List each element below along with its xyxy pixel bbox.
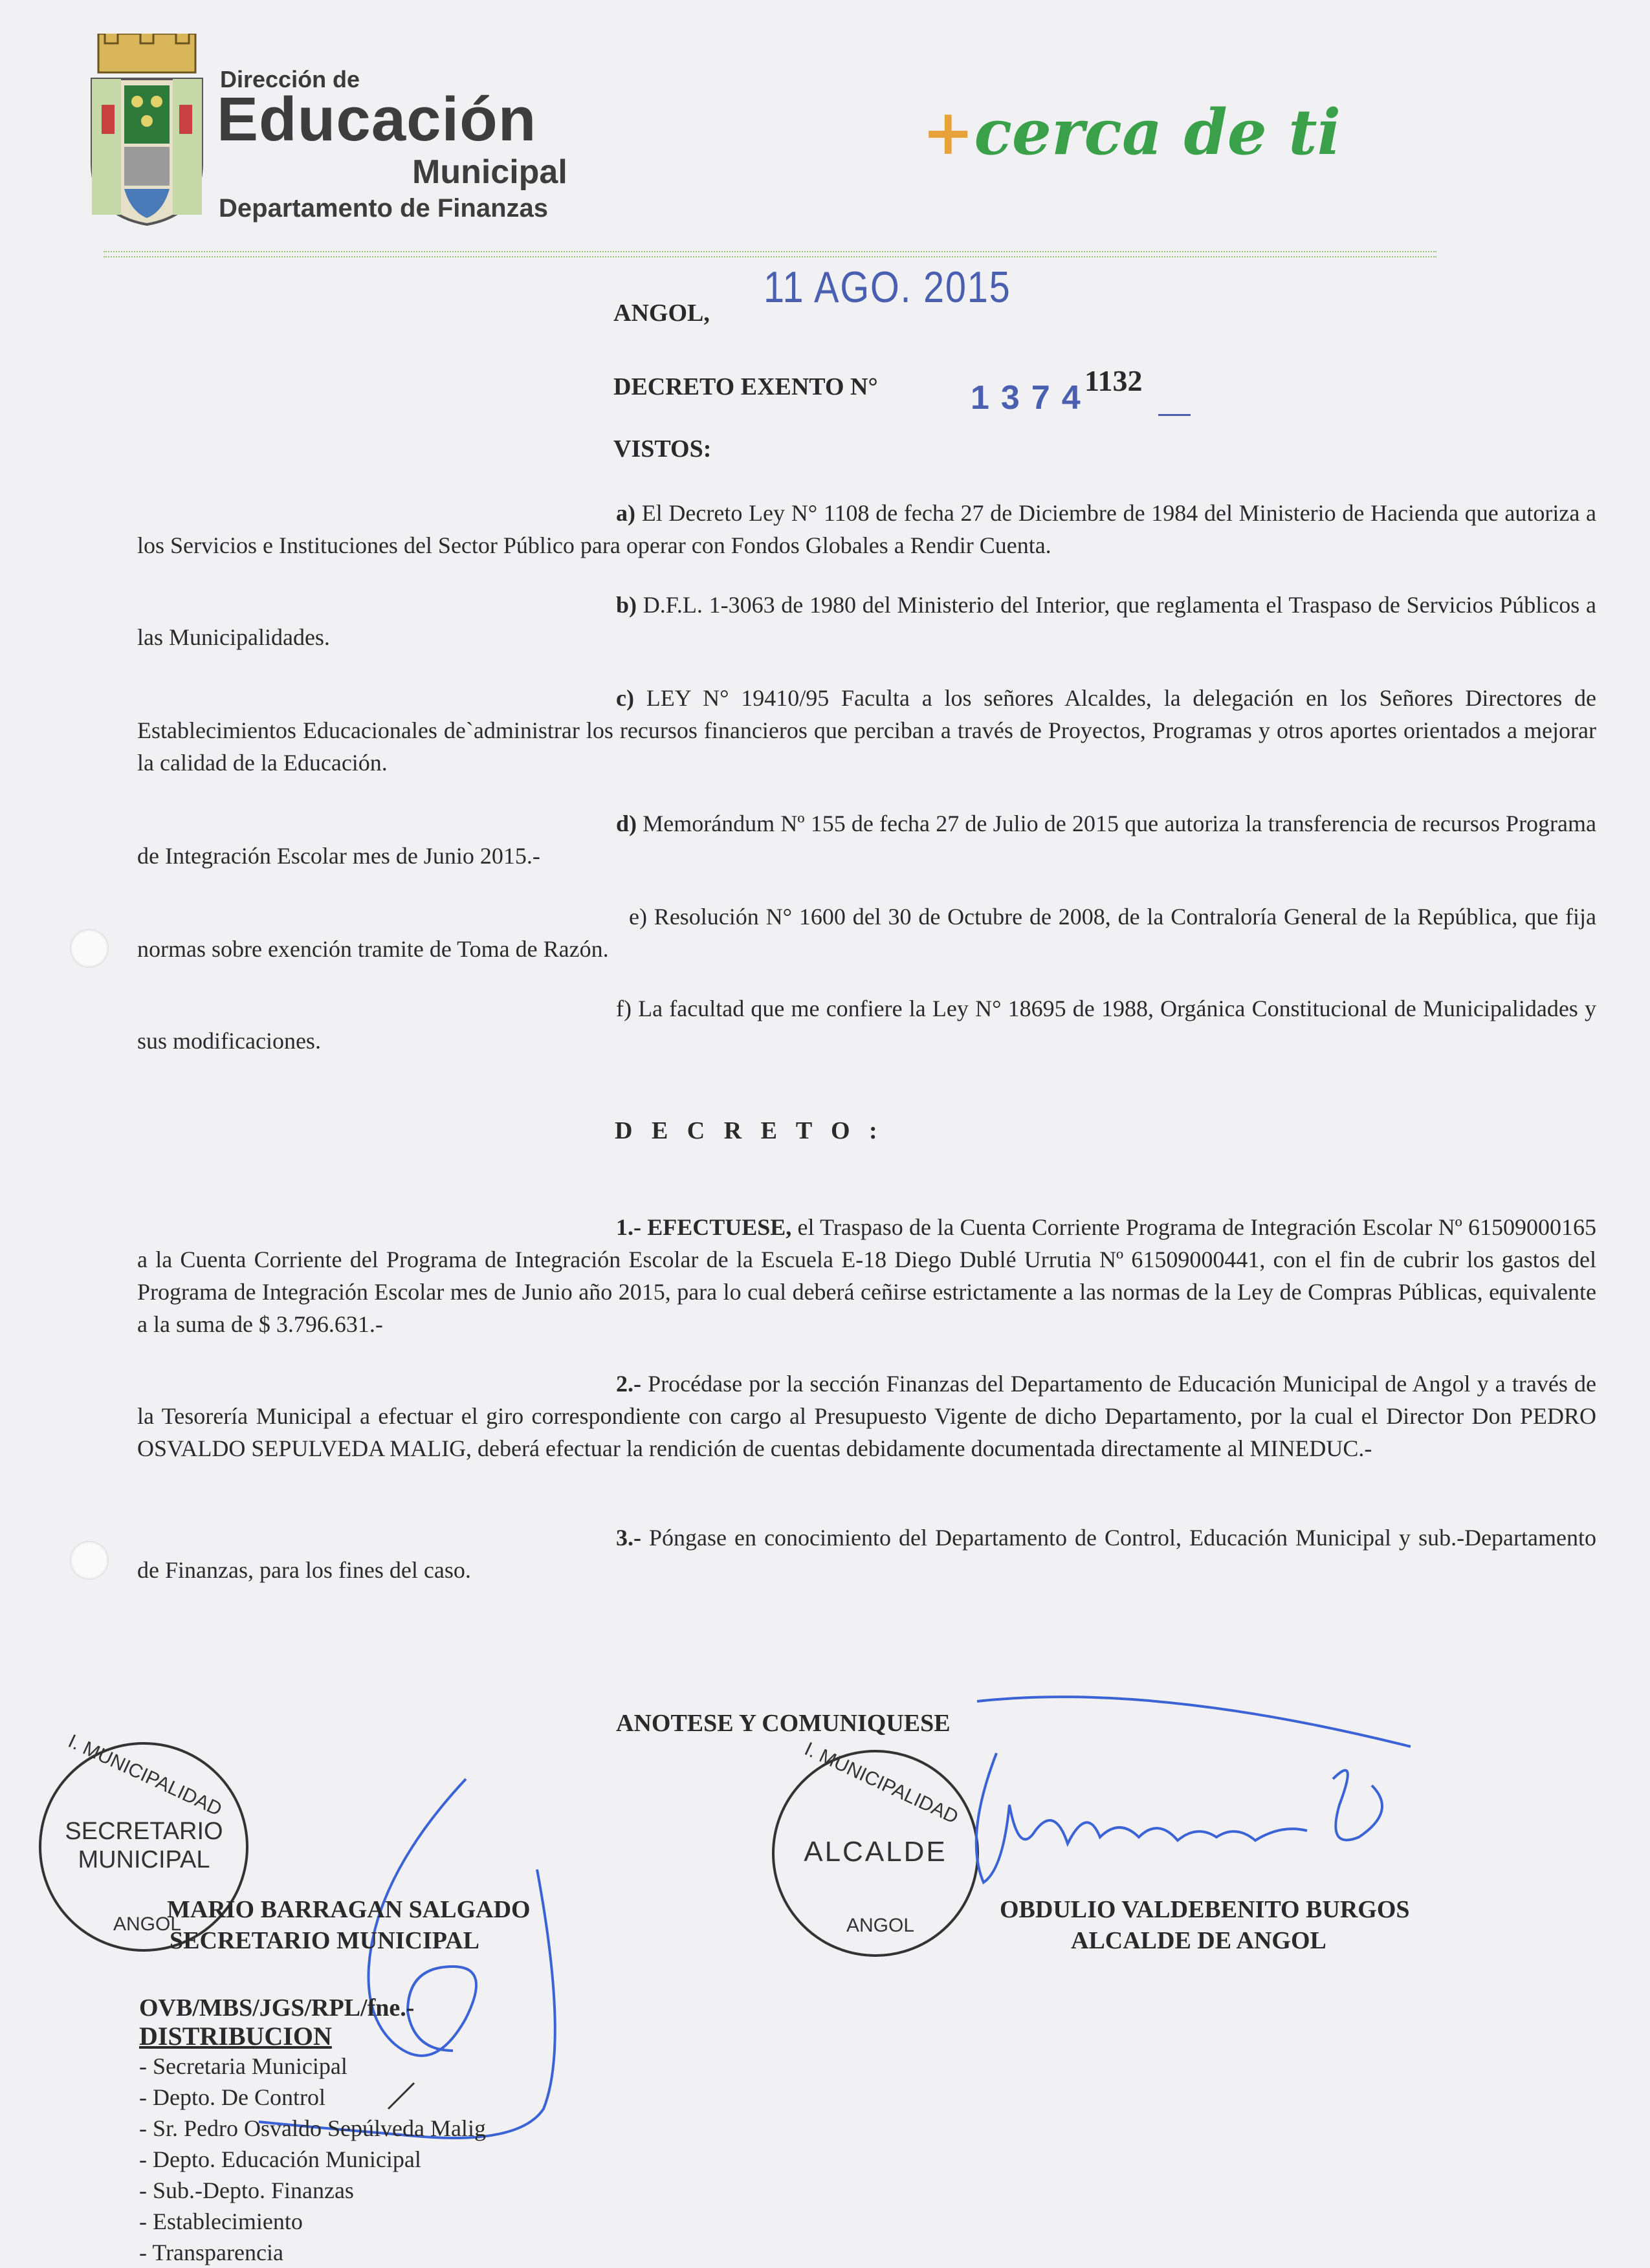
slogan-plus: +	[922, 96, 974, 169]
distribution-item: - Transparencia	[139, 2240, 283, 2265]
header-dept-line3: Municipal	[412, 153, 567, 191]
decree-number-underline	[1158, 414, 1191, 416]
distribution-list	[139, 2051, 486, 2268]
header-dept-line4: Departamento de Finanzas	[219, 194, 549, 223]
visto-a	[137, 497, 1596, 562]
header-divider	[104, 251, 1436, 257]
stamp-secretario-top: I. MUNICIPALIDAD	[65, 1730, 225, 1820]
date-stamp: 11 AGO. 2015	[764, 263, 1011, 312]
article-1	[137, 1211, 1596, 1340]
distribution-item: - Depto. De Control	[139, 2084, 325, 2110]
visto-c-text: LEY N° 19410/95 Faculta a los señores Alcaldes, la delegación en los Señores Directores de Establecimientos Educacionales de`administrar los recursos financieros que perciban a través de Proyectos, Programas y otros aportes orientados a mejorar la calidad de la Educación.	[137, 685, 1596, 776]
coat-of-arms-logo	[85, 34, 208, 228]
visto-f	[137, 992, 1596, 1057]
article-2	[137, 1368, 1596, 1465]
article-1-lead: EFECTUESE,	[647, 1214, 792, 1240]
decree-number: 1132	[1084, 364, 1143, 397]
visto-b-letter: b)	[616, 592, 637, 618]
article-1-num: 1.-	[616, 1214, 648, 1240]
distribution-item: - Sub.-Depto. Finanzas	[139, 2177, 354, 2203]
article-2-num: 2.-	[616, 1371, 641, 1397]
decreto-title: D E C R E T O :	[615, 1117, 884, 1144]
distribution-item: - Depto. Educación Municipal	[139, 2146, 421, 2172]
punch-hole-top	[70, 929, 109, 968]
visto-b	[137, 589, 1596, 653]
distribution-item: - Sr. Pedro Osvaldo Sepúlveda Malig	[139, 2115, 486, 2141]
visto-a-text: El Decreto Ley N° 1108 de fecha 27 de Diciembre de 1984 del Ministerio de Hacienda que autoriza a los Servicios e Instituciones del Sector Público para operar con Fondos Globales a Rendir Cuenta.	[137, 500, 1596, 558]
visto-c-letter: c)	[616, 685, 634, 711]
visto-f-letter: f)	[616, 996, 632, 1021]
vistos-title: VISTOS:	[613, 435, 712, 463]
visto-e-letter: e)	[629, 904, 647, 930]
stamp-secretario-line1: SECRETARIO	[65, 1818, 223, 1845]
article-3-text: Póngase en conocimiento del Departamento de Control, Educación Municipal y sub.-Departamento de Finanzas, para los fines del caso.	[137, 1525, 1596, 1583]
stamp-alcalde-bottom: ANGOL	[846, 1915, 915, 1936]
visto-d-letter: d)	[616, 811, 637, 836]
distribution-title: DISTRIBUCION	[139, 2022, 332, 2051]
header-dept-line1: Dirección de	[220, 66, 360, 93]
visto-d-text: Memorándum Nº 155 de fecha 27 de Julio de 2015 que autoriza la transferencia de recursos Programa de Integración Escolar mes de Junio 2015.-	[137, 811, 1596, 869]
signer-left-title: SECRETARIO MUNICIPAL	[170, 1927, 479, 1954]
signer-right-title: ALCALDE DE ANGOL	[1071, 1927, 1326, 1954]
visto-e	[137, 900, 1596, 965]
signature-alcalde	[958, 1675, 1462, 1895]
visto-c	[137, 682, 1596, 779]
distribution-item: - Establecimiento	[139, 2208, 303, 2234]
decree-stamp-number: 1374	[971, 379, 1092, 417]
initials: OVB/MBS/JGS/RPL/fne.-	[139, 1994, 415, 2022]
article-2-text: Procédase por la sección Finanzas del Departamento de Educación Municipal de Angol y a través de la Tesorería Municipal a efectuar el giro correspondiente con cargo al Presupuesto Vigente de dicho Departamento, por la cual el Director Don PEDRO OSVALDO SEPULVEDA MALIG, deberá efectuar la rendición de cuentas debidamente documentada directamente al MINEDUC.-	[137, 1371, 1596, 1461]
article-1-text: el Traspaso de la Cuenta Corriente Programa de Integración Escolar Nº 61509000165 a la Cuenta Corriente del Programa de Integración Escolar de la Escuela E-18 Diego Dublé Urrutia Nº 61509000441, con el fin de cubrir los gastos del Programa de Integración Escolar mes de Junio año 2015, para lo cual deberá ceñirse estrictamente a las normas de la Ley de Compras Públicas, equivalente a la suma de $ 3.796.631.-	[137, 1214, 1596, 1337]
closing-text: ANOTESE Y COMUNIQUESE	[616, 1710, 951, 1737]
article-3	[137, 1521, 1596, 1586]
stamp-alcalde	[769, 1738, 982, 1960]
visto-f-text: La facultad que me confiere la Ley N° 18695 de 1988, Orgánica Constitucional de Municipalidades y sus modificaciones.	[137, 996, 1596, 1054]
slogan-text: cerca de ti	[974, 96, 1341, 169]
decree-label: DECRETO EXENTO N°	[613, 373, 878, 400]
distribution-item: - Secretaria Municipal	[139, 2053, 347, 2079]
article-3-num: 3.-	[616, 1525, 641, 1551]
header-dept-line2: Educación	[217, 85, 537, 154]
visto-d	[137, 807, 1596, 872]
visto-e-text: Resolución N° 1600 del 30 de Octubre de 2008, de la Contraloría General de la República, que fija normas sobre exención tramite de Toma de Razón.	[137, 904, 1596, 962]
visto-b-text: D.F.L. 1-3063 de 1980 del Ministerio del Interior, que reglamenta el Traspaso de Servicios Públicos a las Municipalidades.	[137, 592, 1596, 650]
visto-a-letter: a)	[616, 500, 635, 526]
punch-hole-bottom	[70, 1541, 109, 1580]
slogan	[922, 97, 1341, 168]
stamp-secretario-line2: MUNICIPAL	[78, 1846, 210, 1873]
stamp-alcalde-top: I. MUNICIPALIDAD	[801, 1738, 962, 1828]
place-label: ANGOL,	[613, 300, 710, 327]
signer-left-name: MARIO BARRAGAN SALGADO	[167, 1896, 531, 1923]
signer-right-name: OBDULIO VALDEBENITO BURGOS	[1000, 1896, 1410, 1923]
stamp-alcalde-middle: ALCALDE	[804, 1836, 947, 1868]
stamp-secretario-bottom: ANGOL	[113, 1914, 182, 1935]
